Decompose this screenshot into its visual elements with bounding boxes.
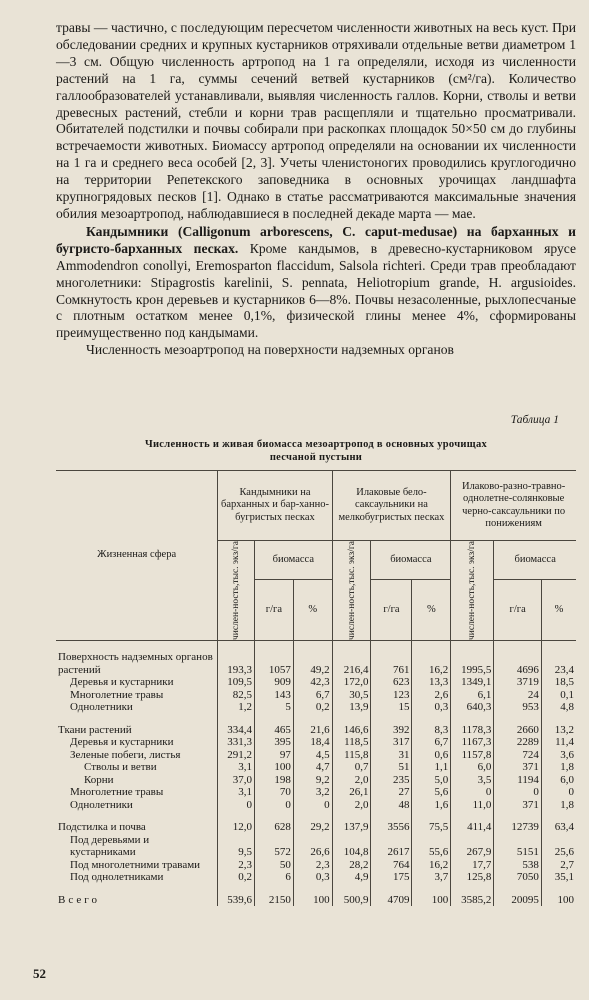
table-cell: 0 [293,799,332,812]
table-title-line1: Численность и живая биомасса мезоартропод в основных урочищах [144,439,488,450]
col-gga-2: г/га [371,580,412,641]
table-cell: 35,1 [541,871,576,884]
table-cell: 4,7 [293,761,332,774]
table-cell: 172,0 [332,676,371,689]
row-label: Подстилка и почва [58,821,146,834]
table-cell: 5,0 [412,774,451,787]
table-cell: 395 [254,736,293,749]
table-cell: 1194 [494,774,541,787]
table-cell: 6,0 [541,774,576,787]
table-cell: 538 [494,859,541,872]
table-cell: 724 [494,749,541,762]
table-cell: 26,6 [293,834,332,859]
table-cell: 500,9 [332,894,371,907]
table-cell: 953 [494,701,541,714]
table-cell: 27 [371,786,412,799]
table-cell: 4,5 [293,749,332,762]
table-row [56,701,576,714]
table-cell: 12,0 [218,821,255,834]
table-title [56,438,576,464]
section-heading: Кандымники (Calligonum arborescens, C. caput-medusae) на барханных и бугристо-барханных песках. [56,223,576,256]
table-cell: 3585,2 [451,894,494,907]
col-group-1: Кандымники на барханных и бар-ханно-бугристых песках [218,471,332,541]
col-header-life-sphere: Жизненная сфера [56,471,218,641]
table-cell: 2,3 [218,859,255,872]
col-pct-3: % [541,580,576,641]
table-row [56,821,576,834]
table-cell: 0 [451,786,494,799]
table-cell: 0,2 [218,871,255,884]
table-cell: 411,4 [451,821,494,834]
table-cell: 6,0 [451,761,494,774]
table-cell: 21,6 [293,724,332,737]
table-cell: 9,2 [293,774,332,787]
table-cell: 0 [494,786,541,799]
table-row [56,724,576,737]
table-cell: 1,1 [412,761,451,774]
row-label: Корни [84,773,114,786]
table-cell: 42,3 [293,676,332,689]
table-cell: 3,1 [218,761,255,774]
table-cell: 1,2 [218,701,255,714]
table-cell: 5151 [494,834,541,859]
paragraph-kandym [56,224,576,342]
row-label: Деревья и кустарники [70,736,174,749]
table-cell: 0 [254,799,293,812]
table-cell: 70 [254,786,293,799]
table-cell: 2,7 [541,859,576,872]
table-row [56,736,576,749]
table-cell: 125,8 [451,871,494,884]
col-pct-1: % [293,580,332,641]
table-cell: 97 [254,749,293,762]
table-cell: 17,7 [451,859,494,872]
section-text: Кроме кандымов, в древесно-кустарниковом ярусе Ammodendron conollyi, Eremosparton flaccidum, Salsola richteri. Среди трав преобладают многолетники: Stipagrostis karelinii, S. pennata, Heliotropium grande, H. argusioides. Сомкнутость крон деревьев и кустарников 6—8%. Почвы незасоленные, рыхлопесчаные с плотным остатком менее 0,1%, физической глины менее 4%, сформированы преимущественно под кандымами. [56,240,576,341]
table-row [56,799,576,812]
row-label: Стволы и ветви [84,761,157,774]
table-cell: 15 [371,701,412,714]
table-cell: 115,8 [332,749,371,762]
table-cell: 16,2 [412,651,451,676]
row-label: Под однолетниками [70,871,164,884]
table-cell: 175 [371,871,412,884]
row-label: Под деревьями и кустарниками [70,833,150,859]
table-cell: 137,9 [332,821,371,834]
col-biomass-2: биомасса [371,541,451,580]
table-cell: 146,6 [332,724,371,737]
table-cell: 55,6 [412,834,451,859]
table-cell: 3719 [494,676,541,689]
table-cell: 1,6 [412,799,451,812]
table-cell: 6,7 [293,689,332,702]
table-row [56,859,576,872]
table-cell: 1157,8 [451,749,494,762]
table-body [56,641,576,907]
table-row [56,834,576,859]
table-row [56,676,576,689]
row-label: Под многолетними травами [70,858,201,871]
table-cell: 11,0 [451,799,494,812]
table-cell: 104,8 [332,834,371,859]
table-cell: 317 [371,736,412,749]
table-cell: 4709 [371,894,412,907]
table-cell: 28,2 [332,859,371,872]
table-cell: 9,5 [218,834,255,859]
table-cell: 2,0 [332,799,371,812]
col-gga-1: г/га [254,580,293,641]
table-cell: 0,3 [412,701,451,714]
table-cell: 26,1 [332,786,371,799]
table-cell: 623 [371,676,412,689]
col-group-2: Илаковые бело-саксаульники на мелкобугристых песках [332,471,451,541]
table-cell: 23,4 [541,651,576,676]
table-row [56,786,576,799]
body-text [56,20,576,359]
table-cell: 1178,3 [451,724,494,737]
table-cell: 3,7 [412,871,451,884]
table-cell: 2,6 [412,689,451,702]
table-cell: 100 [541,894,576,907]
table-cell: 392 [371,724,412,737]
table-cell: 1349,1 [451,676,494,689]
table-cell: 2,0 [332,774,371,787]
table-title-line2: песчаной пустыни [269,452,363,463]
table-cell: 48 [371,799,412,812]
table-cell: 3,2 [293,786,332,799]
table-cell: 6,1 [451,689,494,702]
table-cell: 30,5 [332,689,371,702]
table-cell: 18,4 [293,736,332,749]
table-cell: 909 [254,676,293,689]
paragraph-methods: травы — частично, с последующим пересчетом численности животных на весь куст. При обследовании средних и крупных кустарников отряхивали отдельные ветви диаметром 1—3 см. Общую численность артропод на 1 га определяли, исходя из численности растений на 1 га, суммы сечений ветвей кустарников (см²/га). Количество галлообразователей устанавливали, выявляя численность галлов. Корни, стволы и ветви древесных растений, стебли и корни трав расщепляли и тщательно просматривали. Обитателей подстилки и почвы собирали при раскопках площадок 50×50 см до глубины встречаемости животных. Биомассу артропод определяли на основании их численности на 1 га и среднего веса особей [2, 3]. Учеты членистоногих проводились круглогодично на территории Репетекского заповедника в основных урочищах ландшафта крупногрядовых песков [1]. Однако в статье рассматриваются максимальные значения обилия мезоартропод, наблюдавшиеся в последней декаде марта — мае. [56,20,576,221]
table-cell: 3,5 [451,774,494,787]
table-row [56,651,576,676]
table-cell: 539,6 [218,894,255,907]
row-label: Многолетние травы [70,688,164,701]
col-group-3: Илаково-разно-травно-однолетне-солянковые черно-саксаульники по понижениям [451,471,576,541]
table-cell: 193,3 [218,651,255,676]
table-cell: 2660 [494,724,541,737]
table-label: Таблица 1 [510,414,559,426]
table-cell: 109,5 [218,676,255,689]
table-cell: 100 [412,894,451,907]
table-cell: 24 [494,689,541,702]
table-cell: 1167,3 [451,736,494,749]
table-cell: 1,8 [541,761,576,774]
row-label: Поверхность надземных органов растений [58,651,213,676]
col-biomass-1: биомасса [254,541,332,580]
table-cell: 2617 [371,834,412,859]
table-cell: 0 [218,799,255,812]
table-cell: 334,4 [218,724,255,737]
table-cell: 20095 [494,894,541,907]
table-cell: 100 [293,894,332,907]
table-cell: 2,3 [293,859,332,872]
table-cell: 50 [254,859,293,872]
table-cell: 198 [254,774,293,787]
data-table [56,470,576,906]
table-cell: 16,2 [412,859,451,872]
page-number: 52 [33,966,46,981]
row-label: Многолетние травы [70,786,164,799]
table-cell: 100 [254,761,293,774]
table-cell: 63,4 [541,821,576,834]
table-cell: 3,6 [541,749,576,762]
table-cell: 49,2 [293,651,332,676]
table-cell: 82,5 [218,689,255,702]
table-cell: 5 [254,701,293,714]
col-pct-2: % [412,580,451,641]
table-cell: 371 [494,761,541,774]
table-cell: 628 [254,821,293,834]
table-cell: 3556 [371,821,412,834]
col-biomass-3: биомасса [494,541,576,580]
table-cell: 235 [371,774,412,787]
spacer-row [56,641,576,652]
col-count-2: числен-ность,тыс. экз/га [332,541,371,641]
total-row [56,894,576,907]
table-cell: 25,6 [541,834,576,859]
table-cell: 13,2 [541,724,576,737]
table-cell: 0 [541,786,576,799]
table-row [56,871,576,884]
paragraph-intro-table: Численность мезоартропод на поверхности надземных органов [86,342,454,358]
row-label: Однолетники [70,798,133,811]
table-cell: 12739 [494,821,541,834]
col-count-3: числен-ность,тыс. экз/га [451,541,494,641]
row-label: Однолетники [70,701,133,714]
spacer-row [56,811,576,821]
table-row [56,774,576,787]
table-cell: 4696 [494,651,541,676]
table-cell: 267,9 [451,834,494,859]
table-cell: 13,3 [412,676,451,689]
table-cell: 143 [254,689,293,702]
table-cell: 7050 [494,871,541,884]
table-cell: 29,2 [293,821,332,834]
table-cell: 0,6 [412,749,451,762]
table-cell: 371 [494,799,541,812]
col-gga-3: г/га [494,580,541,641]
table-cell: 0,2 [293,701,332,714]
table-cell: 5,6 [412,786,451,799]
table-cell: 1057 [254,651,293,676]
spacer-row [56,714,576,724]
table-cell: 8,3 [412,724,451,737]
table-cell: 6,7 [412,736,451,749]
table-cell: 18,5 [541,676,576,689]
table-cell: 11,4 [541,736,576,749]
table-row [56,749,576,762]
table-cell: 3,1 [218,786,255,799]
table-cell: 6 [254,871,293,884]
table-row [56,689,576,702]
table-cell: 118,5 [332,736,371,749]
table-cell: 761 [371,651,412,676]
table-cell: 1995,5 [451,651,494,676]
col-count-1: числен-ность,тыс. экз/га [218,541,255,641]
row-label: Зеленые побеги, листья [70,748,181,761]
table-cell: 764 [371,859,412,872]
table-cell: 0,3 [293,871,332,884]
table-cell: 291,2 [218,749,255,762]
table-cell: 2150 [254,894,293,907]
table-cell: 465 [254,724,293,737]
table-cell: 4,9 [332,871,371,884]
table-cell: 31 [371,749,412,762]
row-label: Ткани растений [58,723,132,736]
table-cell: 51 [371,761,412,774]
table-cell: 1,8 [541,799,576,812]
table-cell: 0,7 [332,761,371,774]
table-cell: 75,5 [412,821,451,834]
table-cell: 123 [371,689,412,702]
table-row [56,761,576,774]
spacer-row [56,884,576,894]
table-cell: 4,8 [541,701,576,714]
table-cell: 572 [254,834,293,859]
table-cell: 331,3 [218,736,255,749]
table-cell: 216,4 [332,651,371,676]
table-cell: 2289 [494,736,541,749]
table-cell: 13,9 [332,701,371,714]
row-label: Деревья и кустарники [70,676,174,689]
row-label: Всего [58,893,100,906]
table-cell: 640,3 [451,701,494,714]
table-cell: 0,1 [541,689,576,702]
table-cell: 37,0 [218,774,255,787]
